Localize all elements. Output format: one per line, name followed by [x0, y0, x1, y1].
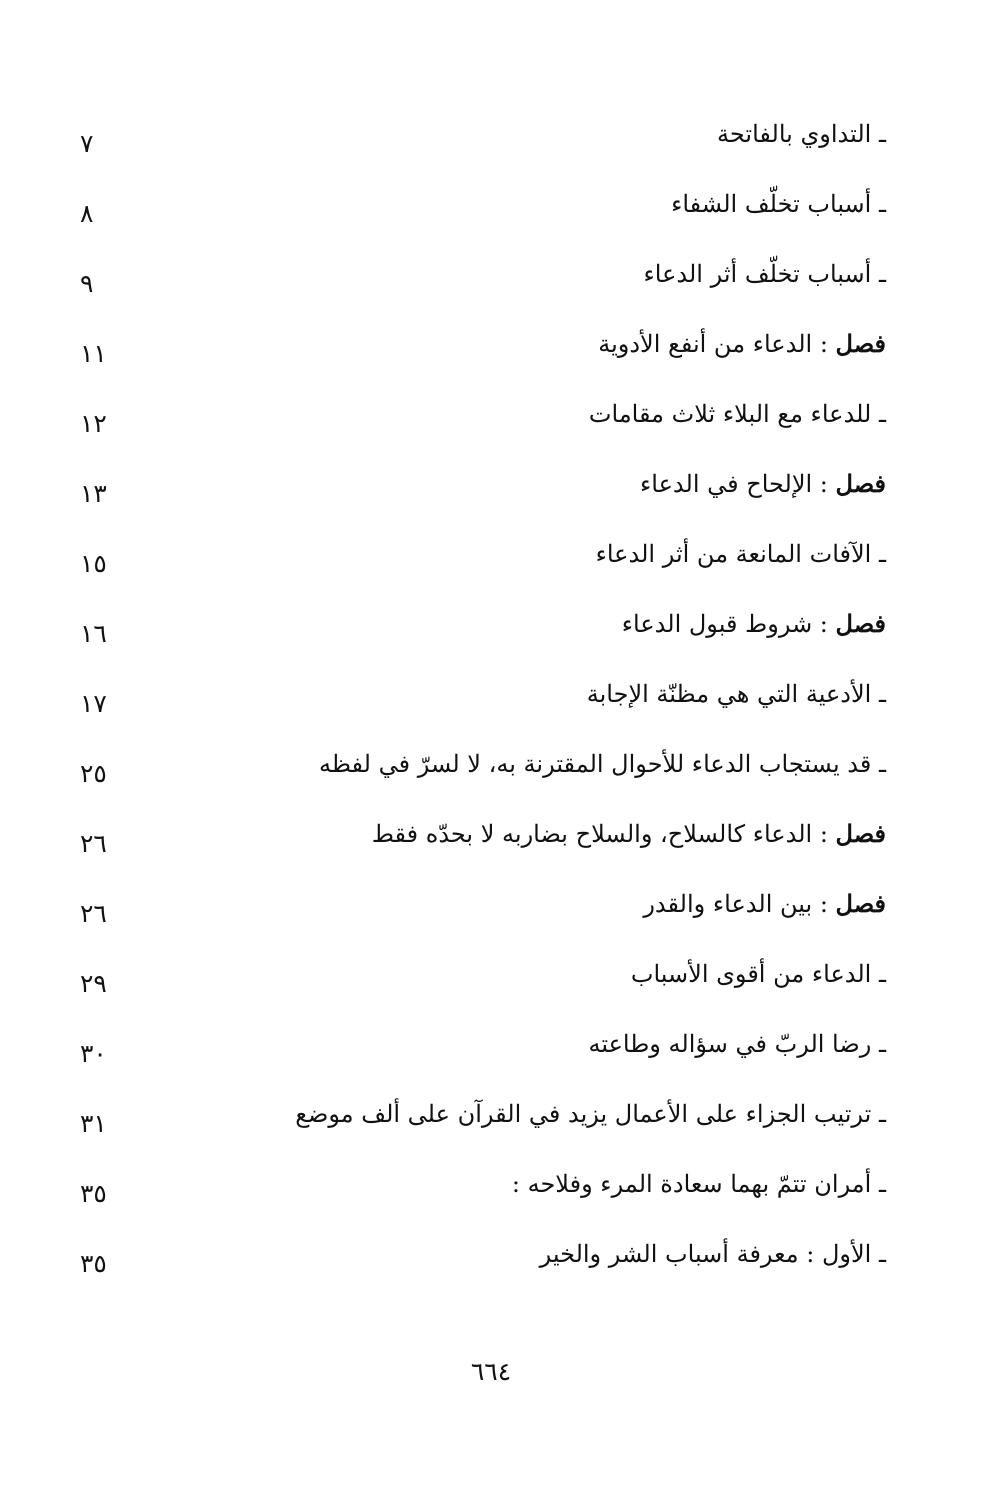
toc-entry-label: ـ قد يستجاب الدعاء للأحوال المقترنة به، لا لسرّ في لفظه: [318, 750, 886, 778]
toc-entry-page: ٢٥: [80, 759, 107, 788]
toc-entry-heading-word: فصل: [835, 329, 886, 358]
toc-entry-heading-word: فصل: [835, 819, 886, 848]
toc-entry: [60, 1022, 896, 1092]
toc-entry-page: ١٧: [80, 689, 107, 718]
toc-entry-label: : الدعاء كالسلاح، والسلاح بضاربه لا بحدّه فقط: [371, 820, 836, 848]
toc-entry: [60, 952, 896, 1022]
toc-entry-title: [587, 674, 886, 714]
toc-entry-label: ـ ترتيب الجزاء على الأعمال يزيد في القرآن على ألف موضع: [295, 1100, 886, 1128]
toc-entry-page: ٣٥: [80, 1179, 107, 1208]
toc-entry-heading-word: فصل: [835, 609, 886, 638]
toc-entry-page: ٢٦: [80, 829, 107, 858]
toc-entry-title: [589, 394, 886, 434]
toc-entry-page: ٢٦: [80, 899, 107, 928]
toc-entry-title: [717, 114, 886, 154]
toc-entry-label: : بين الدعاء والقدر: [643, 890, 836, 918]
toc-entry-label: ـ الأول : معرفة أسباب الشر والخير: [539, 1240, 886, 1268]
toc-entry-page: ٢٩: [80, 969, 107, 998]
page-number: ٦٦٤: [470, 1357, 512, 1386]
toc-entry: [60, 322, 896, 392]
toc-entry: [60, 392, 896, 462]
toc-entry: [60, 182, 896, 252]
toc-entry: [60, 602, 896, 672]
toc-entry-page: ١٦: [80, 619, 107, 648]
toc-entry: [60, 1232, 896, 1302]
toc-entry-label: ـ أسباب تخلّف أثر الدعاء: [643, 260, 886, 288]
toc-entry-label: ـ الدعاء من أقوى الأسباب: [630, 960, 886, 988]
toc-entry-label: ـ رضا الربّ في سؤاله وطاعته: [588, 1030, 886, 1058]
toc-entry-page: ٧: [80, 129, 94, 158]
toc-entry-title: [671, 184, 886, 224]
toc-entry: [60, 252, 896, 322]
toc-entry-label: ـ أسباب تخلّف الشفاء: [671, 190, 886, 218]
toc-entry-page: ٩: [80, 269, 94, 298]
toc-entry: [60, 742, 896, 812]
toc-entry-title: [640, 464, 886, 504]
toc-entry-label: ـ التداوي بالفاتحة: [717, 120, 886, 148]
toc-entry-heading-word: فصل: [835, 889, 886, 918]
toc-entry-title: [588, 1024, 886, 1064]
toc-entry-label: : الإلحاح في الدعاء: [639, 470, 836, 498]
toc-entry-page: ٣١: [80, 1109, 107, 1138]
toc-entry-label: ـ الآفات المانعة من أثر الدعاء: [595, 540, 886, 568]
toc-entry: [60, 1092, 896, 1162]
toc-entry-title: [622, 604, 886, 644]
toc-entry-title: [631, 954, 886, 994]
toc-entry-heading-word: فصل: [835, 469, 886, 498]
toc-entry: [60, 812, 896, 882]
toc-entry: [60, 112, 896, 182]
toc-entry-title: [643, 254, 886, 294]
toc-entry-page: ٣٥: [80, 1249, 107, 1278]
toc-entry-title: [372, 814, 886, 854]
toc-entry-title: [540, 1234, 886, 1274]
table-of-contents: [60, 112, 896, 1302]
toc-entry: [60, 462, 896, 532]
toc-entry-label: ـ الأدعية التي هي مظنّة الإجابة: [586, 680, 886, 708]
toc-entry-label: : الدعاء من أنفع الأدوية: [598, 330, 836, 358]
toc-entry-page: ٨: [80, 199, 94, 228]
toc-entry-title: [643, 884, 886, 924]
toc-entry-title: [596, 534, 886, 574]
toc-entry: [60, 882, 896, 952]
toc-entry-page: ١٢: [80, 409, 107, 438]
toc-entry-title: [512, 1164, 886, 1204]
toc-entry-page: ١٣: [80, 479, 107, 508]
toc-entry: [60, 1162, 896, 1232]
toc-entry-title: [295, 1094, 886, 1134]
toc-entry-label: ـ أمران تتمّ بهما سعادة المرء وفلاحه :: [511, 1170, 886, 1198]
toc-entry-page: ٣٠: [80, 1039, 107, 1068]
toc-entry-label: ـ للدعاء مع البلاء ثلاث مقامات: [588, 400, 886, 428]
toc-entry-title: [319, 744, 886, 784]
toc-entry-page: ١١: [80, 339, 107, 368]
toc-entry-label: : شروط قبول الدعاء: [621, 610, 836, 638]
toc-entry: [60, 672, 896, 742]
toc-entry: [60, 532, 896, 602]
toc-entry-page: ١٥: [80, 549, 107, 578]
toc-entry-title: [598, 324, 886, 364]
